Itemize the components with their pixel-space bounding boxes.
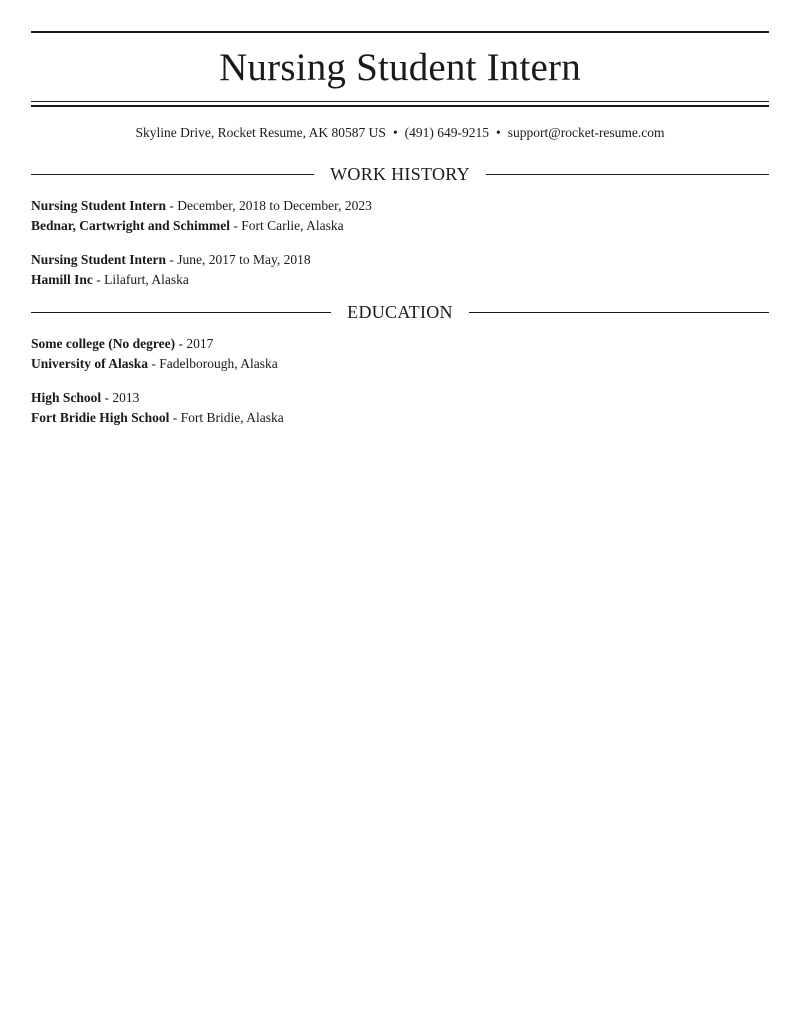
work-role: Nursing Student Intern <box>31 252 167 267</box>
work-role: Nursing Student Intern <box>31 198 167 213</box>
work-entry <box>31 196 769 235</box>
education-school: Fort Bridie High School <box>31 409 170 425</box>
section-heading-education <box>31 301 769 323</box>
education-year: - 2017 <box>178 336 214 351</box>
work-entry-employer-line <box>31 216 769 236</box>
education-entry <box>31 334 769 373</box>
section-heading-label: EDUCATION <box>347 302 453 322</box>
section-heading-work-history <box>31 163 769 185</box>
work-dates: - December, 2018 to December, 2023 <box>169 198 372 213</box>
contact-separator: • <box>496 125 501 140</box>
work-location: - Lilafurt, Alaska <box>96 271 189 287</box>
education-degree: Some college (No degree) <box>31 336 176 351</box>
page-title: Nursing Student Intern <box>219 46 581 89</box>
heading-rule-left <box>31 174 314 175</box>
education-entry-school-line <box>31 354 769 374</box>
contact-email: support@rocket-resume.com <box>507 125 665 140</box>
work-employer: Bednar, Cartwright and Schimmel <box>31 217 231 233</box>
heading-rule-right <box>486 174 769 175</box>
top-rule <box>31 31 769 33</box>
heading-rule-right <box>469 312 769 313</box>
work-entry-employer-line <box>31 270 769 290</box>
education-entry <box>31 388 769 427</box>
work-location: - Fort Carlie, Alaska <box>233 217 344 233</box>
heading-rule-left <box>31 312 331 313</box>
education-entry-degree-line <box>31 388 769 408</box>
work-dates: - June, 2017 to May, 2018 <box>169 252 311 267</box>
education-entry-school-line <box>31 408 769 428</box>
work-employer: Hamill Inc <box>31 271 93 287</box>
work-entry <box>31 250 769 289</box>
education-degree: High School <box>31 390 102 405</box>
contact-phone: (491) 649-9215 <box>404 125 490 140</box>
title-rule-thick <box>31 105 769 107</box>
education-entry-degree-line <box>31 334 769 354</box>
contact-line <box>31 123 769 143</box>
education-year: - 2013 <box>104 390 140 405</box>
work-entry-title-line <box>31 196 769 216</box>
work-entry-title-line <box>31 250 769 270</box>
contact-address: Skyline Drive, Rocket Resume, AK 80587 US <box>135 125 386 140</box>
contact-separator: • <box>392 125 398 140</box>
title-rule-thin <box>31 101 769 102</box>
section-heading-label: WORK HISTORY <box>330 164 470 184</box>
education-location: - Fort Bridie, Alaska <box>172 409 284 425</box>
education-school: University of Alaska <box>31 355 149 371</box>
education-location: - Fadelborough, Alaska <box>151 355 278 371</box>
